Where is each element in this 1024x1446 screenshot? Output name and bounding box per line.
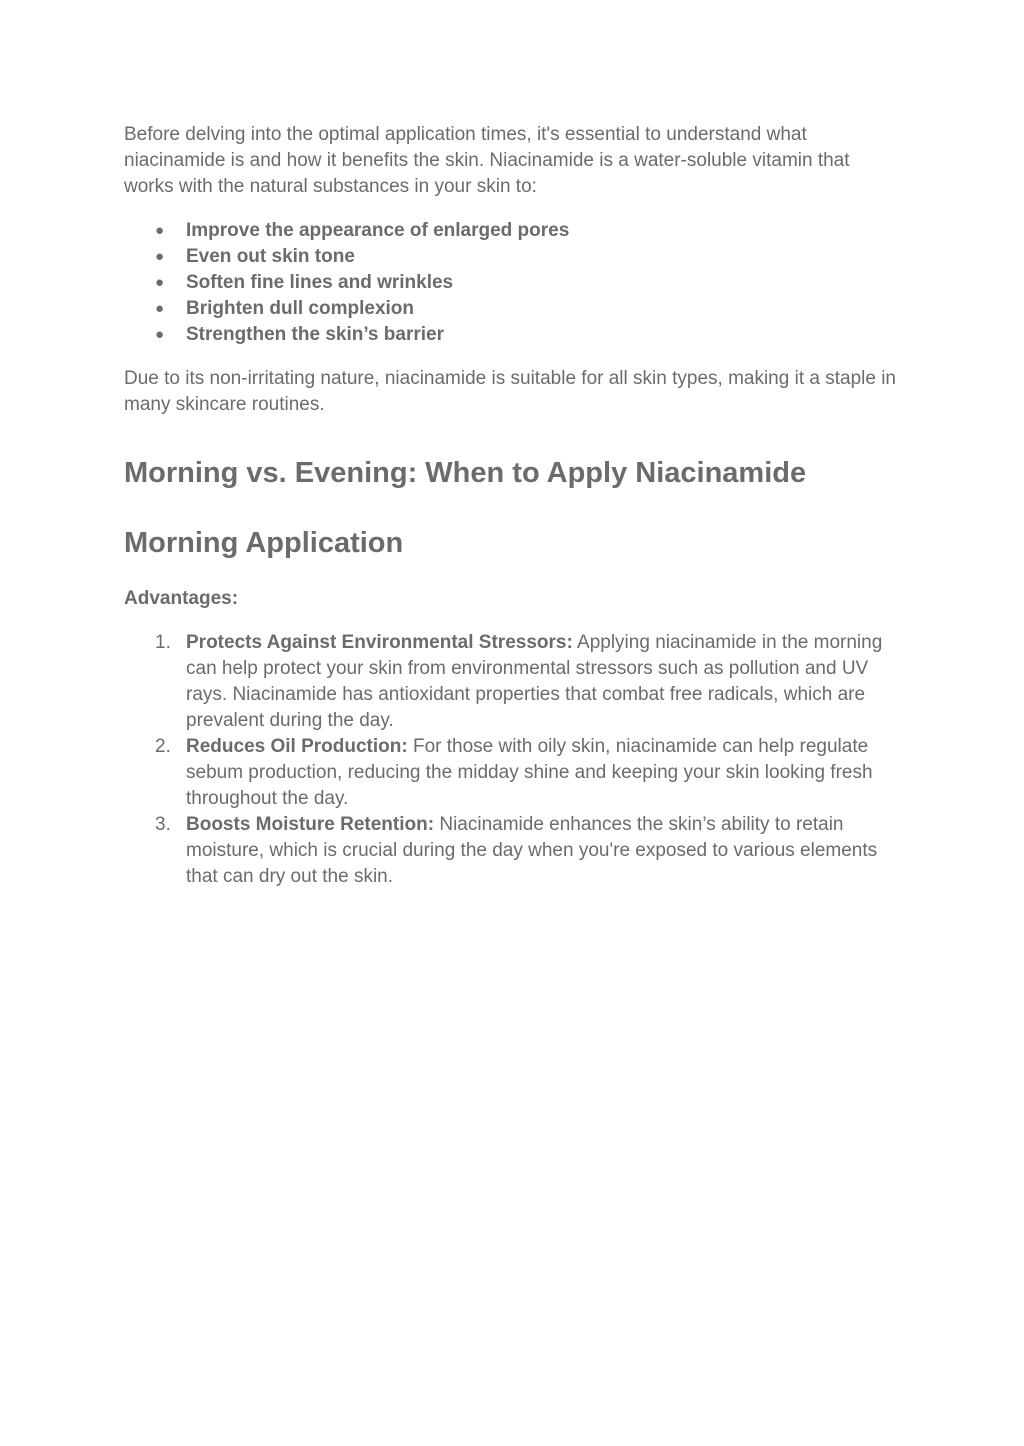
benefit-text: Strengthen the skin’s barrier	[186, 324, 444, 345]
advantage-title: Boosts Moisture Retention:	[186, 814, 435, 835]
bullet-icon: ●	[155, 326, 165, 343]
advantages-label: Advantages:	[124, 588, 239, 609]
list-number: 3.	[155, 814, 171, 835]
advantage-text: Applying niacinamide in the morning can help protect your skin from environmental stressors such as pollution and UV rays. Niacinamide has antioxidant properties that combat free radicals, which are prevalent during the day.	[186, 632, 883, 731]
advantage-title: Protects Against Environmental Stressors:	[186, 632, 573, 653]
advantage-text: For those with oily skin, niacinamide can help regulate sebum production, reducing the midday shine and keeping your skin looking fresh throughout the day.	[186, 736, 873, 809]
list-item	[124, 322, 900, 348]
list-number: 1.	[155, 632, 171, 653]
bullet-icon: ●	[155, 222, 165, 239]
list-item	[124, 734, 900, 812]
advantage-text: Niacinamide enhances the skin’s ability to retain moisture, which is crucial during the day when you're exposed to various elements that can dry out the skin.	[186, 814, 878, 887]
section-heading: Morning vs. Evening: When to Apply Niacinamide	[124, 457, 807, 489]
benefit-text: Soften fine lines and wrinkles	[186, 272, 454, 293]
list-item	[124, 244, 900, 270]
subsection-heading: Morning Application	[124, 527, 404, 559]
list-item	[124, 270, 900, 296]
list-item	[124, 218, 900, 244]
closing-paragraph: Due to its non-irritating nature, niacinamide is suitable for all skin types, making it a staple in many skincare routines.	[124, 368, 896, 415]
advantage-title: Reduces Oil Production:	[186, 736, 408, 757]
list-item	[124, 812, 900, 890]
bullet-icon: ●	[155, 274, 165, 291]
benefits-list	[124, 218, 900, 348]
document-page	[124, 122, 900, 890]
bullet-icon: ●	[155, 300, 165, 317]
benefit-text: Improve the appearance of enlarged pores	[186, 220, 570, 241]
advantages-list	[124, 630, 900, 890]
benefit-text: Brighten dull complexion	[186, 298, 415, 319]
list-item	[124, 296, 900, 322]
benefit-text: Even out skin tone	[186, 246, 355, 267]
list-item	[124, 630, 900, 734]
list-number: 2.	[155, 736, 171, 757]
intro-paragraph: Before delving into the optimal application times, it's essential to understand what niacinamide is and how it benefits the skin. Niacinamide is a water-soluble vitamin that works with the natural substances in your skin to:	[124, 124, 850, 197]
bullet-icon: ●	[155, 248, 165, 265]
